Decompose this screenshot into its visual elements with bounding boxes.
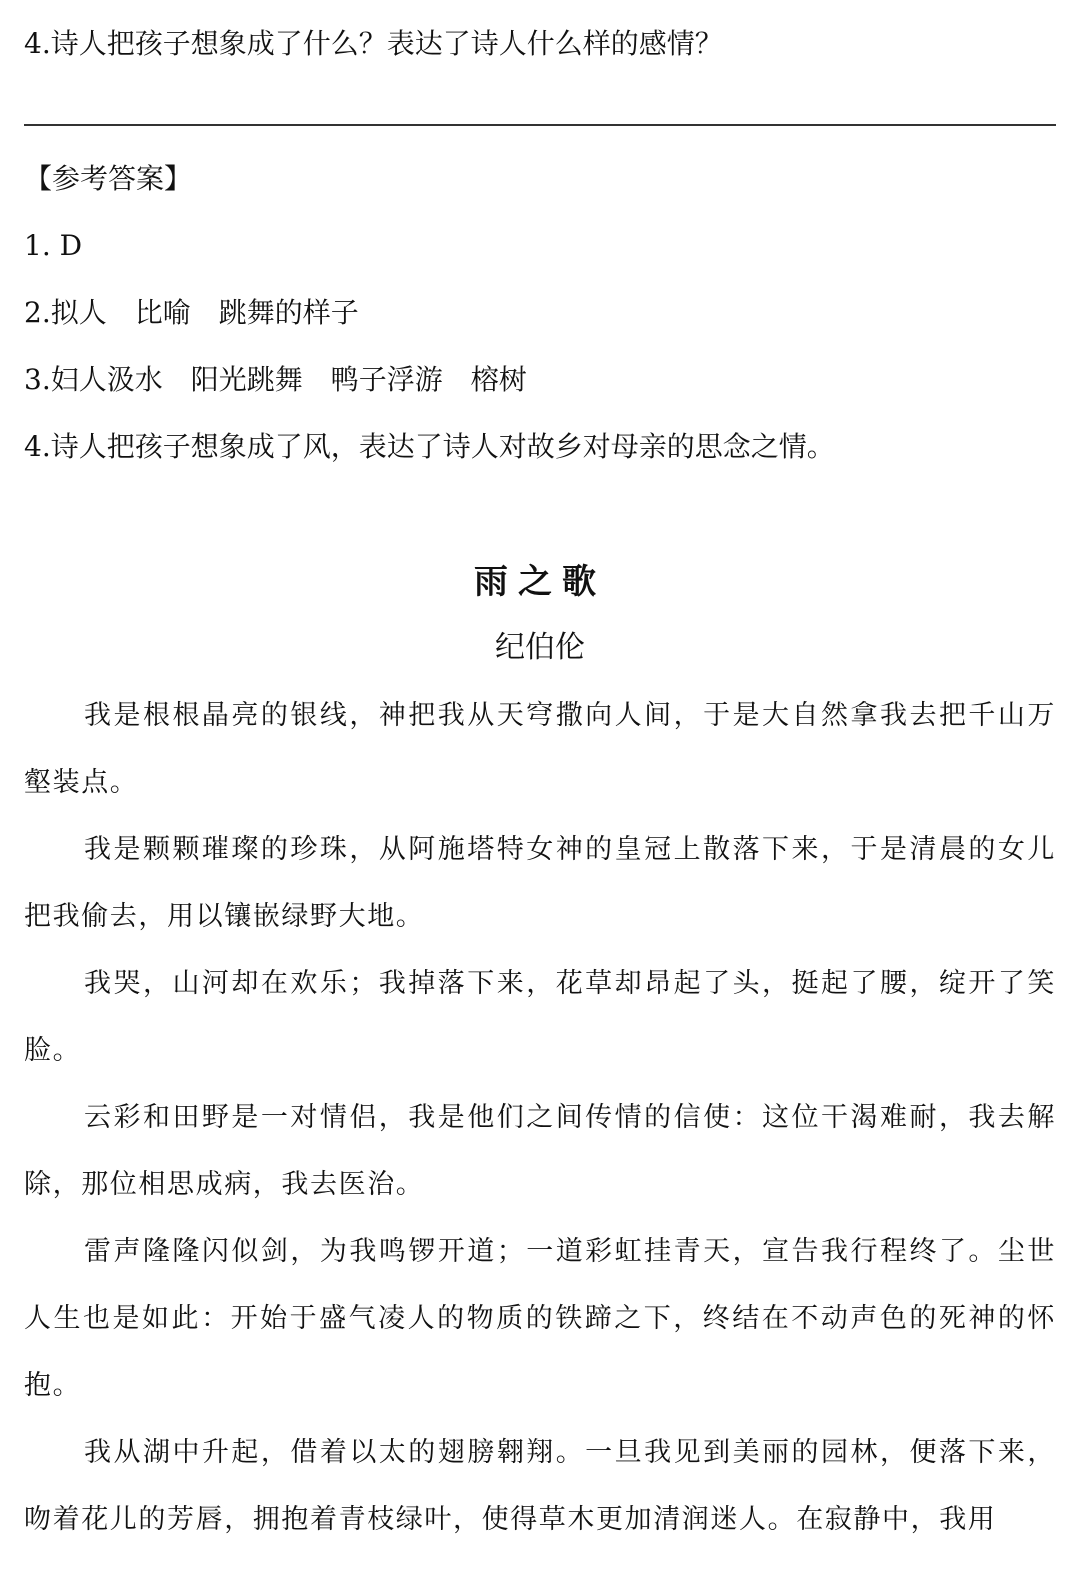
answer-item-3: 3.妇人汲水 阳光跳舞 鸭子浮游 榕树 — [24, 363, 527, 396]
section-divider — [24, 124, 1056, 126]
answer-item-4: 4.诗人把孩子想象成了风，表达了诗人对故乡对母亲的思念之情。 — [24, 430, 835, 463]
question-4: 4.诗人把孩子想象成了什么？表达了诗人什么样的感情？ — [24, 27, 723, 60]
article-author: 纪伯伦 — [495, 630, 585, 665]
article-paragraph: 我从湖中升起，借着以太的翅膀翱翔。一旦我见到美丽的园林，便落下来，吻着花儿的芳唇，拥抱着青枝绿叶，使得草木更加清润迷人。在寂静中，我用 — [24, 1437, 1056, 1535]
article-paragraph: 雷声隆隆闪似剑，为我鸣锣开道；一道彩虹挂青天，宣告我行程终了。尘世人生也是如此：开始于盛气凌人的物质的铁蹄之下，终结在不动声色的死神的怀抱。 — [24, 1236, 1056, 1401]
article-paragraph: 我哭，山河却在欢乐；我掉落下来，花草却昂起了头，挺起了腰，绽开了笑脸。 — [24, 968, 1056, 1066]
article-title: 雨之歌 — [474, 562, 606, 602]
article-paragraph: 我是颗颗璀璨的珍珠，从阿施塔特女神的皇冠上散落下来，于是清晨的女儿把我偷去，用以镶嵌绿野大地。 — [24, 834, 1056, 932]
answer-heading: 【参考答案】 — [24, 162, 193, 195]
answer-item-1: 1. D — [24, 229, 83, 262]
article-paragraph: 我是根根晶亮的银线，神把我从天穹撒向人间，于是大自然拿我去把千山万壑装点。 — [24, 700, 1056, 798]
answer-item-2: 2.拟人 比喻 跳舞的样子 — [24, 296, 359, 329]
article-paragraph: 云彩和田野是一对情侣，我是他们之间传情的信使：这位干渴难耐，我去解除，那位相思成病，我去医治。 — [24, 1102, 1056, 1200]
